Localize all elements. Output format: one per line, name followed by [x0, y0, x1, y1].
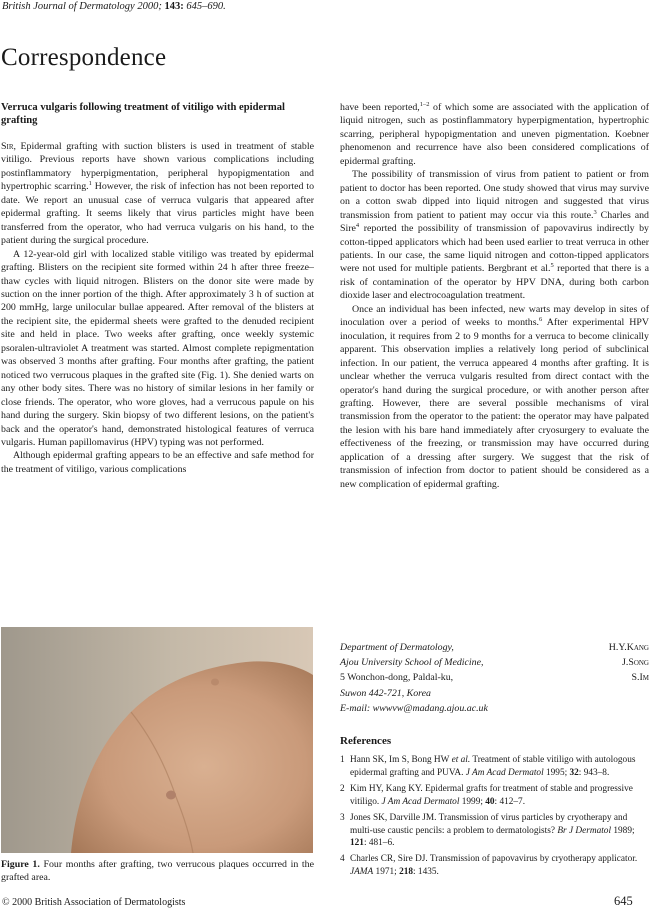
reference-item: 4 Charles CR, Sire DJ. Transmission of papovavirus by cryotherapy applicator. JAMA 1971; 218: 1435.: [340, 854, 638, 878]
article-title: Verruca vulgaris following treatment of vitiligo with epidermal grafting: [1, 102, 285, 126]
page-number: 645: [614, 894, 633, 908]
references-heading: References: [340, 735, 392, 747]
figure-label: Figure 1.: [1, 859, 40, 870]
address-row: Ajou University School of Medicine, J.Song: [340, 655, 649, 670]
salutation: Sir,: [1, 141, 16, 152]
email-row: [340, 701, 649, 716]
address-row: 5 Wonchon-dong, Paldal-ku, S.Im: [340, 670, 649, 685]
author-address-block: [340, 640, 649, 716]
body-paragraph-5: The possibility of transmission of virus from patient to patient or from patient to doctor has been reported. One study showed that virus may survive on a cotton swab dipped into liquid nitrogen and suggested that virus transmission from patient to patient may occur via this route.$^3$ Charles and Sire$^4$ reported the possibility of transmission of papovavirus indirectly by cotton-tipped applicators which had been used earlier to treat verruca in other patients. In our case, the same liquid nitrogen and cotton-tipped applicators were not used for multiple patients. Bergbrant et al.$^5$ reported that there is a risk of contamination of the operator by HPV DNA, during both carbon dioxide laser and electrocoagulation treatment.: [340, 169, 650, 302]
author-name: H.Y.Kang: [608, 642, 649, 653]
left-column: [1, 101, 314, 476]
address-row: Suwon 442-721, Korea: [340, 687, 431, 699]
body-paragraph-6: Once an individual has been infected, new warts may develop in sites of inoculation over a period of weeks to months.$^6$ After experimental HPV inoculation, it requires from 2 to 9 months for a verruca to become clinically apparent. This observation implies a relatively long period of subclinical infection. In our patient, the verruca appeared 4 months after grafting. It is unclear whether the verruca vulgaris resulted from direct contact with the operator's hand during the surgical procedure, or with another person after grafting. However, there are several possible mechanisms of viral transmission from the operator to the patient: the operator may have palpated the lesion with his bare hand immediately after cryosurgery to evaluate the effectiveness of the freezing, or transmission may have occurred during application of a dressing after surgery. We suggest that the risk of transmission of infection from doctor to patient should be considered as a new complication of epidermal grafting.: [340, 303, 650, 490]
body-paragraph-1: Sir, Epidermal grafting with suction blisters is used in treatment of stable vitiligo. Previous reports have shown various complications including postinflammatory hyperpigmentation, peripheral hypopigmentation and hypertrophic scarring.$^1$ However, the risk of infection has not been reported to date. We report an unusual case of verruca vulgaris that appeared after epidermal grafting. It seems likely that virus particles might have been transferred from the operator, who had verruca vulgaris on his hand, to the patient during the surgical procedure.: [1, 141, 315, 247]
reference-item: 2 Kim HY, Kang KY. Epidermal grafts for treatment of stable and progressive vitiligo. J Am Acad Dermatol 1999; 40: 412–7.: [340, 783, 633, 807]
author-email[interactable]: E-mail: wwwvw@madang.ajou.ac.uk: [340, 702, 488, 714]
author-name: S.Im: [631, 672, 649, 684]
reference-item: 3 Jones SK, Darville JM. Transmission of virus particles by cryotherapy and multi-use caustic pencils: a problem to dermatologists? Br J Dermatol 1989; 121: 481–6.: [340, 812, 635, 849]
copyright-footer: © 2000 British Association of Dermatologists: [2, 897, 186, 908]
section-title: Correspondence: [1, 44, 167, 71]
journal-name: British Journal of Dermatology: [2, 1, 135, 12]
figure-1-photo: [1, 627, 313, 853]
body-paragraph-4: have been reported,$^{1-2}$ of which some are associated with the application of liquid nitrogen, such as postinflammatory hyperpigmentation, hypertrophic scarring, peripheral hypopigmentation and uneven pigmentation. Koebner phenomenon and recurrence have also been considered complications of epidermal grafting.: [340, 101, 649, 167]
author-name: J.Song: [622, 657, 649, 669]
reference-item: 1 Hann SK, Im S, Bong HW et al. Treatment of stable vitiligo with autologous epidermal grafting and PUVA. J Am Acad Dermatol 1995; 32: 943–8.: [340, 755, 636, 778]
figure-caption: Figure 1. Four months after grafting, two verrucous plaques occurred in the grafted area.: [1, 859, 314, 883]
verrucous-plaque-2: [166, 791, 176, 800]
figure-1-illustration: [1, 627, 313, 853]
journal-pages: 645–690.: [183, 1, 226, 12]
references-list: [340, 754, 649, 882]
journal-running-header: [2, 1, 226, 12]
right-column: [340, 101, 649, 491]
journal-volume: 143:: [164, 1, 184, 12]
address-row: Department of Dermatology, H.Y.Kang: [340, 640, 649, 655]
body-paragraph-2: A 12-year-old girl with localized stable vitiligo was treated by epidermal grafting. Blisters on the recipient site formed within 24 h after three freeze–thaw cycles with liquid nitrogen. Blisters on the donor site were made by suction on the inner portion of the thigh. After approximately 3 h of suction at 200 mmHg, large unilocular bullae appeared. After removal of the blisters at the recipient site, the epidermal sheets were grafted to the denuded recipient site and held in place. Two weeks after grafting, once weekly systemic psoralen-ultraviolet A treatment was started. Almost complete repigmentation was observed 3 months after grafting. Four months after grafting, the patient noticed two verrucous plaques in the grafted site (Fig. 1). She denied warts on any other body sites. There was no history of similar lesions in her family or close friends. The operator, who wore gloves, had a verrucous papule on his hand during the surgery. Skin biopsy of two different lesions, on the patient's back and the operator's hand, demonstrated histological features of verruca vulgaris. Human papillomavirus (HPV) typing was not performed.: [1, 248, 314, 448]
body-paragraph-3: Although epidermal grafting appears to be an effective and safe method for the treatment of vitiligo, various complications: [1, 450, 314, 475]
journal-year: 2000;: [134, 1, 165, 12]
verrucous-plaque-1: [211, 679, 219, 686]
